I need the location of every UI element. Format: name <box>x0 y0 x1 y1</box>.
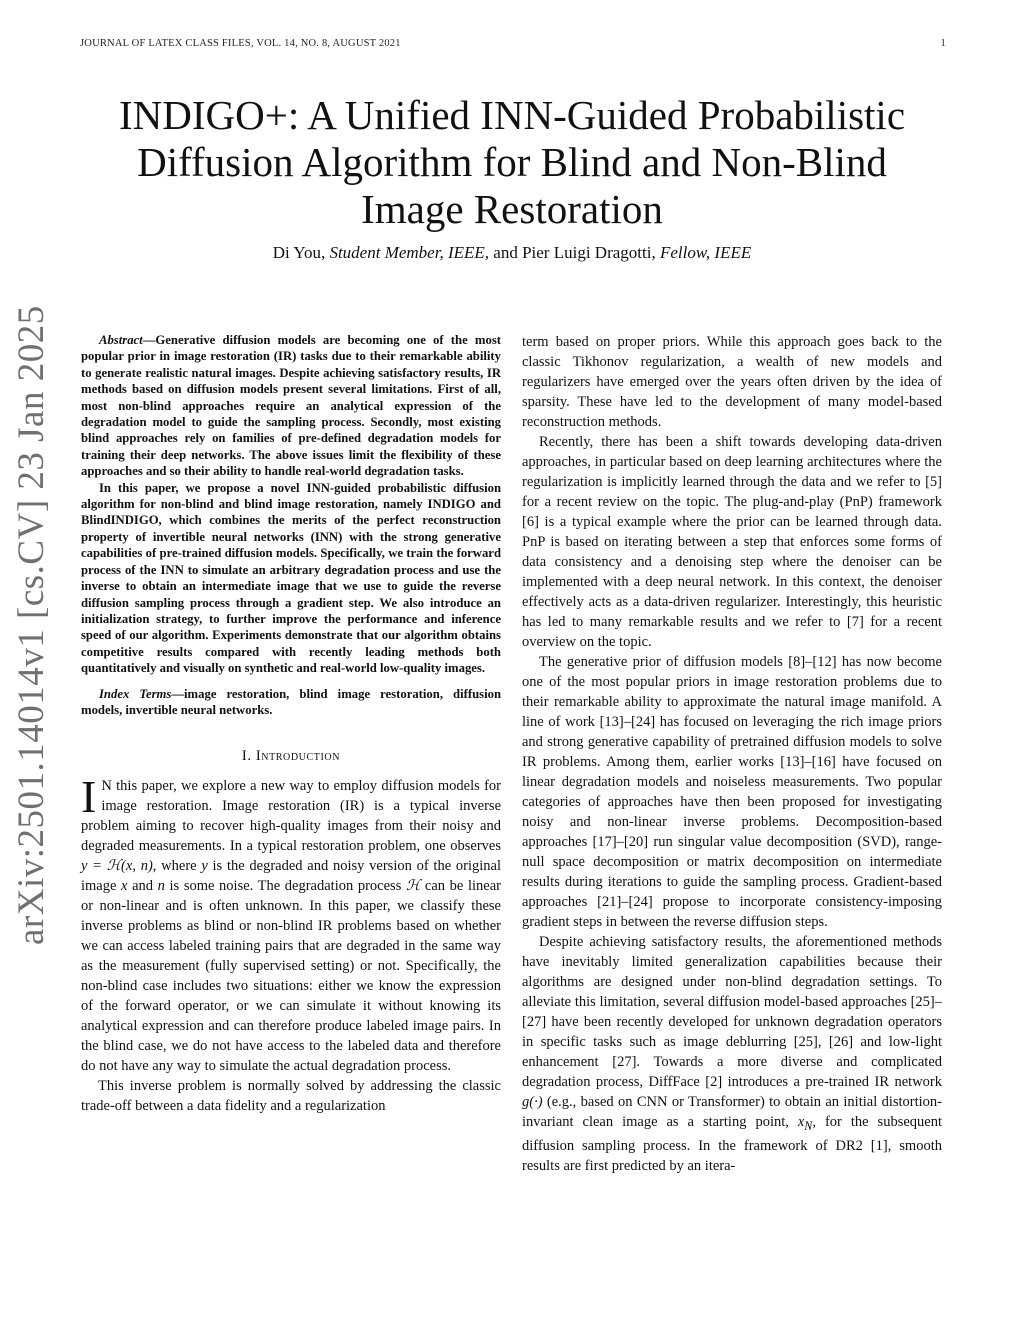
math-symbol: n <box>157 878 165 895</box>
drop-cap: I <box>81 771 97 823</box>
intro-body <box>81 771 501 1116</box>
journal-header: JOURNAL OF LATEX CLASS FILES, VOL. 14, NO. 8, AUGUST 2021 <box>80 38 401 49</box>
body-paragraph: The generative prior of diffusion models [8]–[12] has now become one of the most popular priors in image restoration problems due to their remarkable ability to approximate the natural image manifold. A line of work [13]–[24] has focused on leveraging the rich image priors and strong generative capability of pretrained diffusion models to solve IR problems. Among them, earlier works [13]–[16] have focused on linear degradation models and noiseless measurements. Two popular categories of approaches have then been proposed for investigating noisy and non-linear inverse problems. Decomposition-based approaches [17]–[20] run singular value decomposition (SVD), range-null space decomposition or matrix decomposition on intermediate results during iterations to guide the sampling process. Gradient-based approaches [21]–[24] propose to incorporate consistency-imposing gradient steps in between the reverse diffusion steps. <box>522 654 942 930</box>
section-heading <box>81 748 501 765</box>
body-text-span: is some noise. The degradation process <box>164 878 406 895</box>
left-column <box>81 332 501 1116</box>
abstract-paragraph <box>81 332 501 480</box>
body-text-span: Despite achieving satisfactory results, the aforementioned methods have inevitably limited generalization capabilities because their algorithms are designed under non-blind degradation settings. To alleviate this limitation, several diffusion model-based approaches [25]–[27] have been recently developed for unknown degradation operators in specific tasks such as image deblurring [25], [26] and low-light enhancement [27]. Towards a more diverse and complicated degradation process, DiffFace [2] introduces a pre-trained IR network <box>522 934 942 1090</box>
intro-paragraph <box>81 771 501 1076</box>
math-symbol: ℋ <box>405 878 421 895</box>
author-name: Di You, <box>272 243 326 262</box>
abstract-paragraph: In this paper, we propose a novel INN-guided probabilistic diffusion algorithm for non-blind and blind image restoration, namely INDIGO and BlindINDIGO, which combines the merits of the perfect reconstruction property of invertible neural networks (INN) with the strong generative capabilities of pre-trained diffusion models. Specifically, we train the forward process of the INN to simulate an arbitrary degradation process and use the inverse to obtain an intermediate image that we use to guide the reverse diffusion sampling process through a gradient step. We also introduce an initialization strategy, to further improve the performance and inference speed of our algorithm. Experiments demonstrate that our algorithm obtains competitive results compared with recently leading methods both quantitatively and visually on synthetic and real-world low-quality images. <box>81 480 501 676</box>
page-number: 1 <box>940 38 946 49</box>
intro-paragraph: This inverse problem is normally solved by addressing the classic trade-off between a data fidelity and a regularization <box>81 1078 501 1115</box>
author-membership: Fellow, IEEE <box>659 243 752 262</box>
body-text-span: , where <box>152 858 202 875</box>
author-membership: Student Member, IEEE, <box>329 243 490 262</box>
body-text-span: , for the subsequent diffusion sampling process. In the framework of DR2 [1], smooth results are first predicted by an itera- <box>522 1114 942 1174</box>
body-text-span: and <box>127 878 158 895</box>
math-symbol: g(·) <box>522 1094 543 1110</box>
section-title: Introduction <box>255 748 341 765</box>
index-terms-label: Index Terms <box>99 686 172 701</box>
equation: y = ℋ(x, n) <box>81 858 153 875</box>
body-text-span: is the degraded and noisy version of the original image <box>81 858 501 895</box>
math-symbol: y <box>201 858 208 875</box>
body-text-span: N this paper, we explore a new way to employ diffusion models for image restoration. Image restoration (IR) is a typical inverse problem aiming to recover high-quality images from their noisy and degraded measurements. In a typical restoration problem, one observes <box>81 778 501 855</box>
running-header <box>80 38 946 49</box>
right-column <box>522 332 942 1176</box>
math-subscript: N <box>804 1118 813 1133</box>
math-symbol: x <box>797 1114 805 1130</box>
paper-title: INDIGO+: A Unified INN-Guided Probabilistic Diffusion Algorithm for Blind and Non-Blind Image Restoration <box>118 92 906 232</box>
author-line <box>90 243 934 263</box>
arxiv-identifier: arXiv:2501.14014v1 [cs.CV] 23 Jan 2025 <box>11 305 52 945</box>
body-paragraph <box>522 932 942 1176</box>
abstract-label: Abstract <box>99 333 143 347</box>
index-terms-text: —image restoration, blind image restoration, diffusion models, invertible neural networks. <box>81 686 501 717</box>
author-name: and Pier Luigi Dragotti, <box>493 243 656 262</box>
body-paragraph: term based on proper priors. While this approach goes back to the classic Tikhonov regularization, a wealth of new models and regularizers have emerged over the years often driven by the idea of sparsity. These have led to the development of many model-based reconstruction methods. <box>522 334 942 430</box>
abstract <box>81 332 501 677</box>
section-number: I. <box>241 748 256 765</box>
abstract-text: —Generative diffusion models are becoming one of the most popular prior in image restoration (IR) tasks due to their remarkable ability to generate realistic natural images. Despite achieving satisfactory results, IR methods based on diffusion models present several limitations. First of all, most non-blind approaches require an analytical expression of the degradation model to guide the sampling process. Secondly, most existing blind approaches rely on families of pre-defined degradation models for training their deep networks. The above issues limit the flexibility of these approaches and so their ability to handle real-world degradation tasks. <box>81 333 501 479</box>
body-text-span: (e.g., based on CNN or Transformer) to obtain an initial distortion-invariant clean image as a starting point, <box>522 1094 942 1130</box>
math-symbol: x <box>121 878 128 895</box>
index-terms <box>81 686 501 719</box>
body-text-span: can be linear or non-linear and is often unknown. In this paper, we classify these inverse problems as blind or non-blind IR problems based on whether we can access labeled training pairs that are degraded in the same way as the measurement (fully supervised setting) or not. Specifically, the non-blind case includes two situations: either we know the expression of the forward operator, or we can simulate it without knowing its analytical expression and can therefore produce labeled image pairs. In the blind case, we do not have access to the labeled data and therefore do not have any way to simulate the actual degradation process. <box>81 878 501 1075</box>
body-paragraph: Recently, there has been a shift towards developing data-driven approaches, in particular based on deep learning architectures where the regularization is implicitly learned through the data and we refer to [5] for a recent review on the topic. The plug-and-play (PnP) framework [6] is a typical example where the prior can be learned through data. PnP is based on iterating between a step that enforces some forms of data consistency and a denoising step where the denoiser can be implemented with a deep neural network. In this context, the denoiser effectively acts as a data-driven regularizer. Interestingly, this heuristic has led to many remarkable results and we refer to [7] for a recent overview on the topic. <box>522 434 942 650</box>
